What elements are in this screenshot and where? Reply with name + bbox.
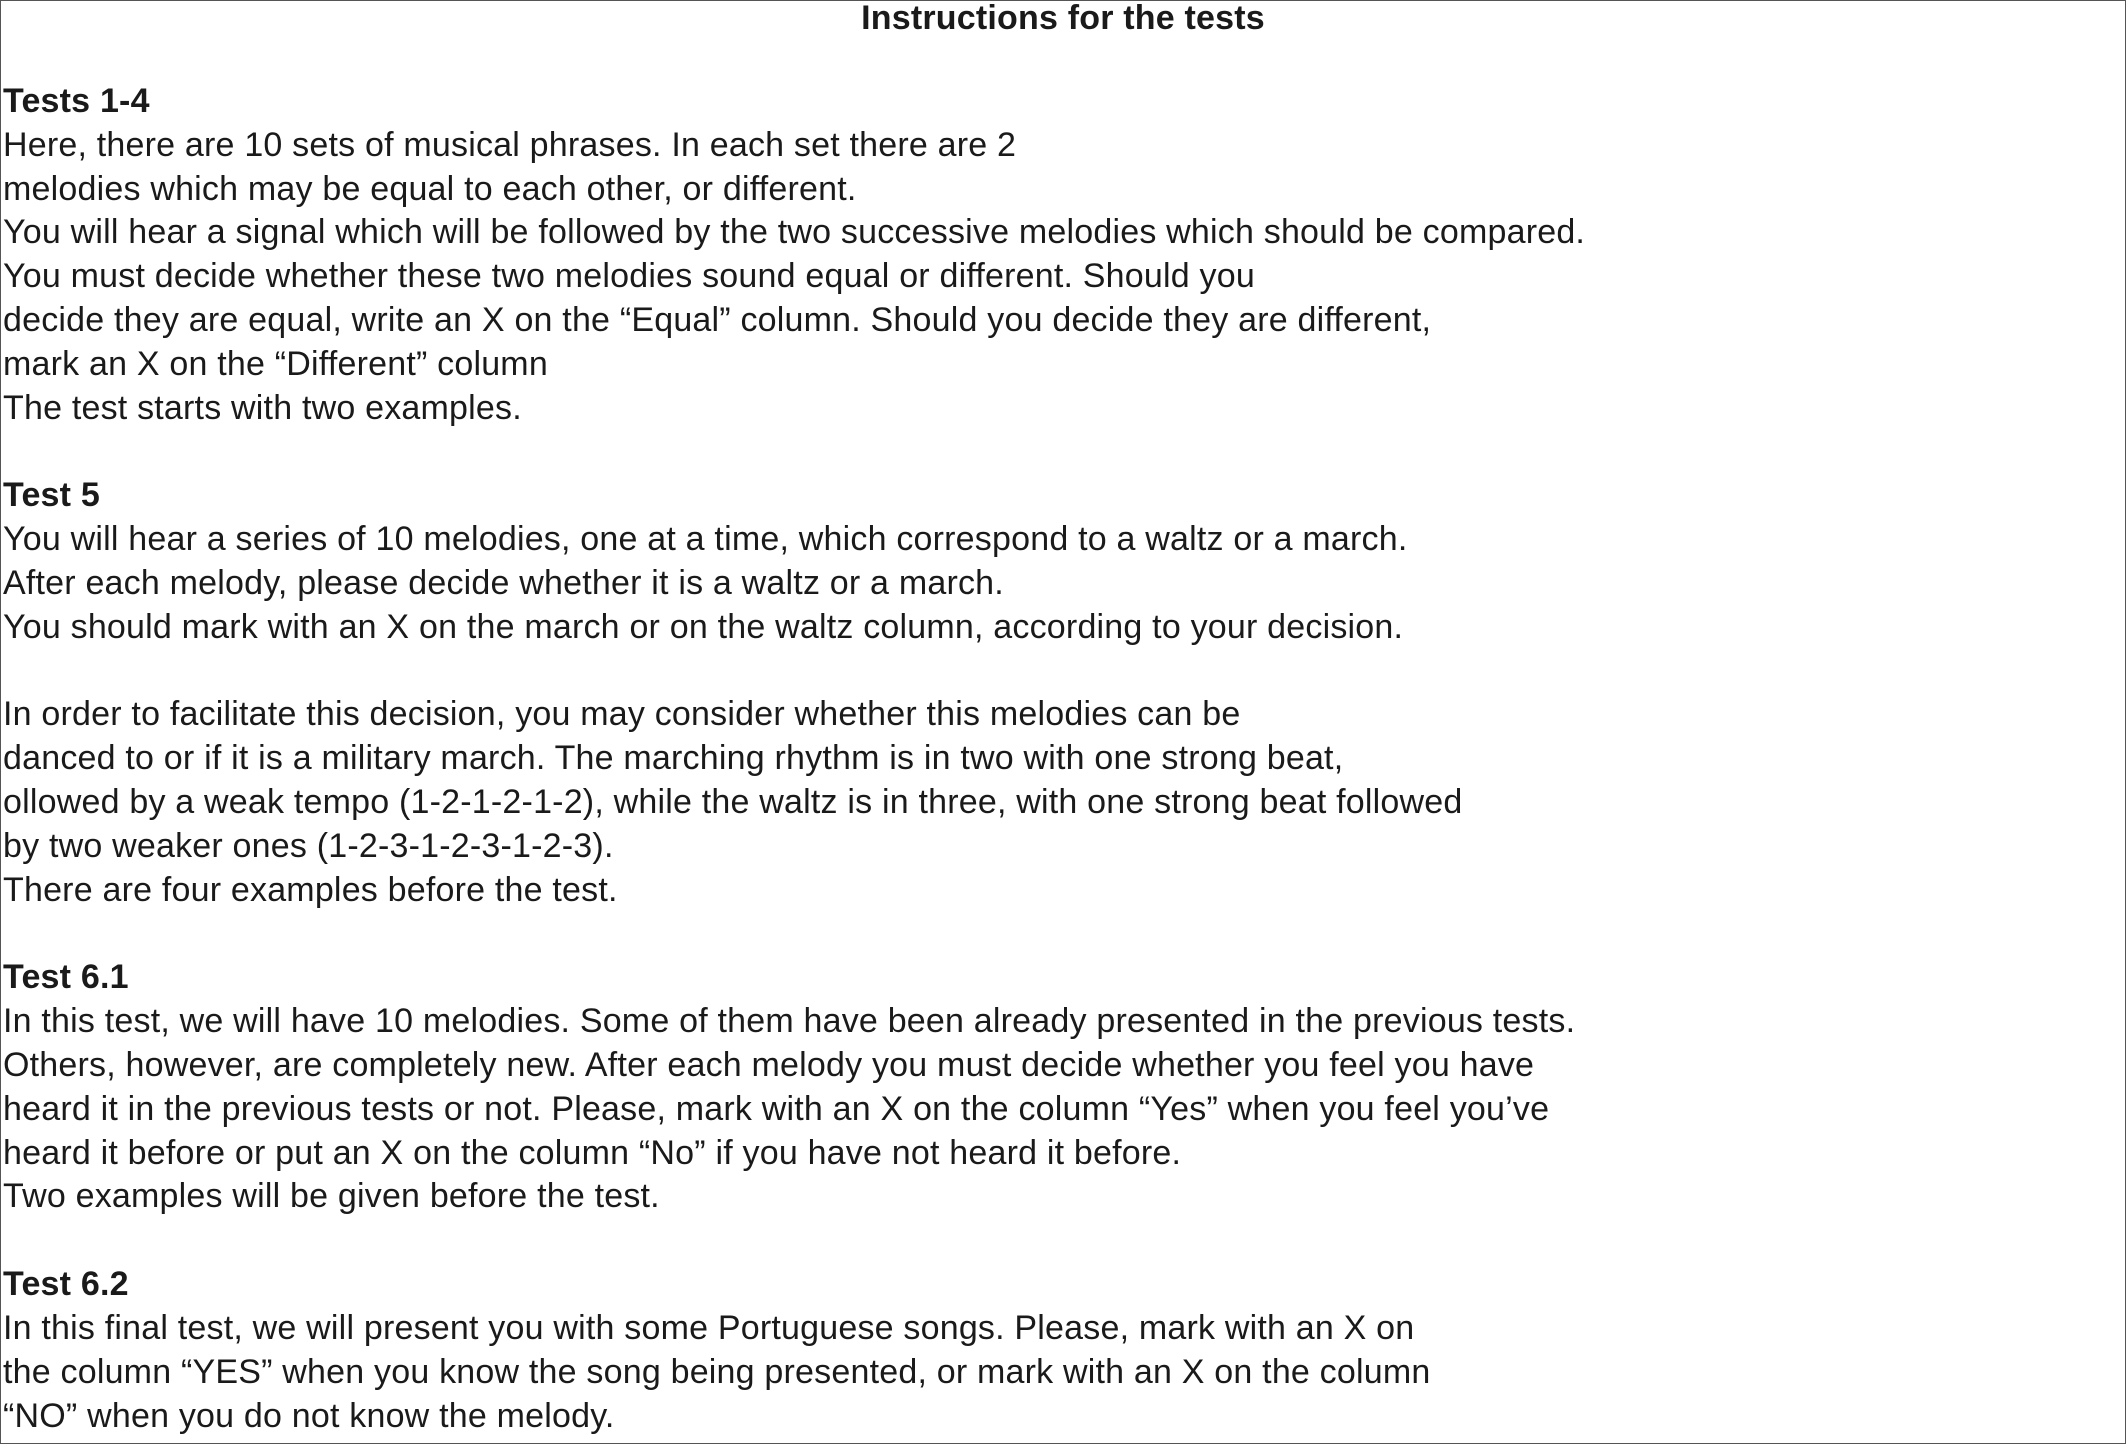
paragraph-line: After each melody, please decide whether it is a waltz or a march. (3, 563, 1004, 602)
paragraph-line: decide they are equal, write an X on the “Equal” column. Should you decide they are different, (3, 300, 1432, 339)
paragraph-line: “NO” when you do not know the melody. (3, 1396, 615, 1435)
paragraph-line: The test starts with two examples. (3, 388, 522, 427)
paragraph-line: Here, there are 10 sets of musical phrases. In each set there are 2 (3, 125, 1017, 164)
paragraph-line: There are four examples before the test. (3, 870, 618, 909)
document-title: Instructions for the tests (861, 0, 1265, 37)
paragraph-line: You should mark with an X on the march or on the waltz column, according to your decision. (3, 607, 1404, 646)
paragraph-line: ollowed by a weak tempo (1-2-1-2-1-2), while the waltz is in three, with one strong beat followed (3, 782, 1463, 821)
paragraph-line: danced to or if it is a military march. The marching rhythm is in two with one strong beat, (3, 739, 1344, 778)
section-heading: Test 5 (3, 476, 100, 515)
paragraph-line: by two weaker ones (1-2-3-1-2-3-1-2-3). (3, 826, 614, 865)
paragraph-line: Others, however, are completely new. After each melody you must decide whether you feel you have (3, 1045, 1535, 1084)
paragraph-line: You will hear a series of 10 melodies, one at a time, which correspond to a waltz or a march. (3, 520, 1408, 559)
paragraph-line: In this final test, we will present you with some Portuguese songs. Please, mark with an X on (3, 1308, 1415, 1347)
instructions-document (3, 0, 2113, 1438)
paragraph-line: the column “YES” when you know the song being presented, or mark with an X on the column (3, 1352, 1431, 1391)
section-tests-1-4 (3, 80, 2113, 430)
paragraph-line: melodies which may be equal to each other, or different. (3, 169, 857, 208)
paragraph-line: You will hear a signal which will be followed by the two successive melodies which should be compared. (3, 213, 1586, 252)
paragraph-line: In order to facilitate this decision, you may consider whether this melodies can be (3, 695, 1241, 734)
section-heading: Test 6.1 (3, 958, 129, 997)
section-test-6-2 (3, 1263, 2113, 1438)
section-heading: Test 6.2 (3, 1265, 129, 1304)
paragraph-line: Two examples will be given before the test. (3, 1177, 660, 1216)
section-test-6-1 (3, 956, 2113, 1219)
paragraph-gap (3, 650, 2113, 694)
section-heading: Tests 1-4 (3, 82, 150, 120)
paragraph-line: heard it in the previous tests or not. Please, mark with an X on the column “Yes” when you feel you’ve (3, 1089, 1550, 1128)
section-test-5 (3, 474, 2113, 912)
paragraph-line: In this test, we will have 10 melodies. Some of them have been already presented in the previous tests. (3, 1002, 1576, 1041)
paragraph-line: heard it before or put an X on the column “No” if you have not heard it before. (3, 1133, 1182, 1172)
paragraph-line: mark an X on the “Different” column (3, 344, 548, 383)
paragraph-line: You must decide whether these two melodies sound equal or different. Should you (3, 257, 1255, 296)
